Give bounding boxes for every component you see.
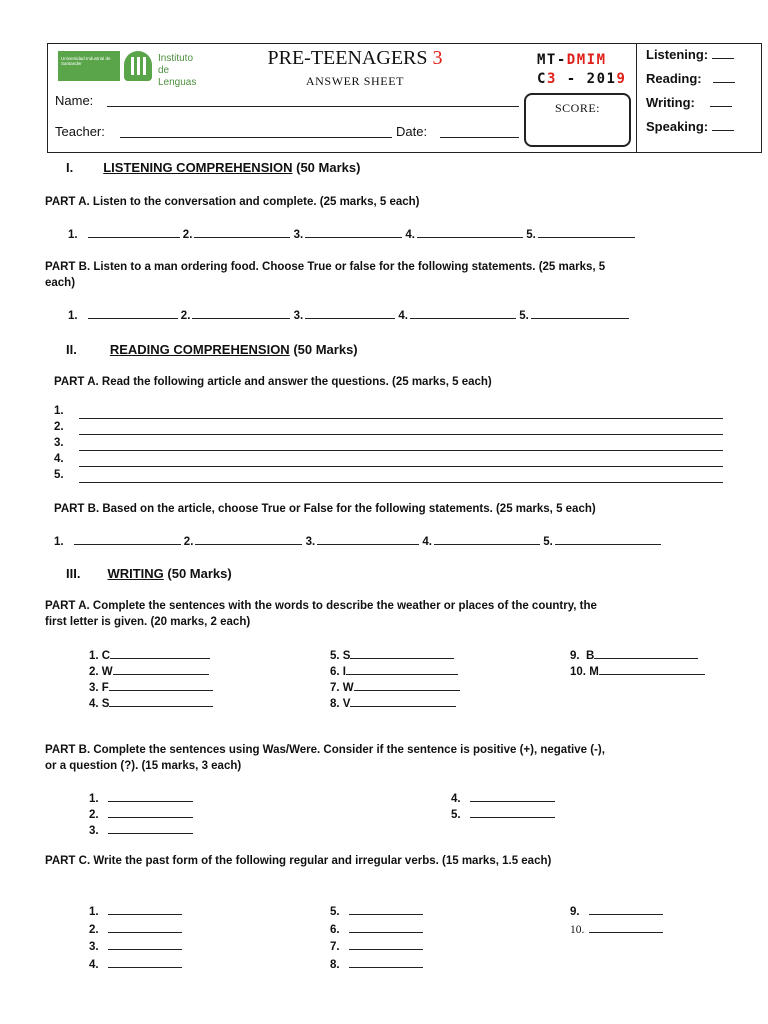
reading-answer-line[interactable] xyxy=(79,434,723,435)
writing-part-c-col2[interactable]: 5. 6. 7. 8. xyxy=(330,904,423,974)
reading-answer-number: 3. xyxy=(54,437,64,449)
reading-answer-line[interactable] xyxy=(79,466,723,467)
teacher-field[interactable] xyxy=(120,137,392,138)
writing-part-b-col1[interactable]: 1. 2. 3. xyxy=(89,791,193,839)
reading-part-a-instructions: PART A. Read the following article and answer the questions. (25 marks, 5 each) xyxy=(54,376,492,388)
exam-code: MT-DMIM xyxy=(537,52,607,68)
listening-part-a-answers[interactable]: 1. 2. 3. 4. 5. xyxy=(68,227,635,241)
listening-part-a-instructions: PART A. Listen to the conversation and complete. (25 marks, 5 each) xyxy=(45,196,420,208)
score-label: SCORE: xyxy=(554,101,600,115)
reading-part-b-instructions: PART B. Based on the article, choose True or False for the following statements. (25 marks, 5 each) xyxy=(54,503,596,515)
writing-part-a-col3[interactable]: 9. B 10. M xyxy=(570,648,705,680)
listening-score-label: Listening: xyxy=(646,47,734,62)
reading-answer-line[interactable] xyxy=(79,450,723,451)
writing-part-a-col2[interactable]: 5. S 6. I 7. W 8. V xyxy=(330,648,460,712)
section-reading-heading: II. READING COMPREHENSION (50 Marks) xyxy=(66,342,358,357)
reading-score-label: Reading: xyxy=(646,71,735,86)
name-field[interactable] xyxy=(107,106,519,107)
writing-part-b-instructions: PART B. Complete the sentences using Was/Were. Consider if the sentence is positive (+), negative (-), or a question (?). (15 marks, 3 each) xyxy=(45,744,605,772)
listening-part-b-answers[interactable]: 1. 2. 3. 4. 5. xyxy=(68,308,629,322)
name-label: Name: xyxy=(55,93,94,108)
institution-logo: Universidad Industrial de Santander Instituto de Lenguas xyxy=(58,51,204,81)
writing-part-b-col2[interactable]: 4. 5. xyxy=(451,791,555,823)
reading-answer-number: 5. xyxy=(54,469,64,481)
date-label: Date: xyxy=(396,124,428,139)
date-field[interactable] xyxy=(440,137,519,138)
writing-score-label: Writing: xyxy=(646,95,732,110)
listening-part-b-instructions: PART B. Listen to a man ordering food. Choose True or false for the following statements. (25 marks, 5 each) xyxy=(45,261,606,289)
section-listening-heading: I. LISTENING COMPREHENSION (50 Marks) xyxy=(66,160,361,175)
speaking-score-label: Speaking: xyxy=(646,119,734,134)
teacher-label: Teacher: xyxy=(55,124,105,139)
writing-part-a-instructions: PART A. Complete the sentences with the words to describe the weather or places of the country, the first letter is given. (20 marks, 2 each) xyxy=(45,600,597,628)
writing-part-c-col3[interactable]: 9. 10. xyxy=(570,904,663,939)
reading-answer-number: 1. xyxy=(54,405,64,417)
reading-answer-number: 2. xyxy=(54,421,64,433)
reading-answer-line[interactable] xyxy=(79,482,723,483)
reading-answer-line[interactable] xyxy=(79,418,723,419)
exam-cycle: C3 - 2019 xyxy=(537,71,627,87)
reading-part-b-answers[interactable]: 1. 2. 3. 4. 5. xyxy=(54,534,661,548)
reading-answer-number: 4. xyxy=(54,453,64,465)
section-writing-heading: III. WRITING (50 Marks) xyxy=(66,566,232,581)
writing-part-a-col1[interactable]: 1. C 2. W 3. F 4. S xyxy=(89,648,213,712)
writing-part-c-instructions: PART C. Write the past form of the following regular and irregular verbs. (15 marks, 1.5 each) xyxy=(45,855,552,867)
page-subtitle: ANSWER SHEET xyxy=(305,74,405,88)
page-title: PRE-TEENAGERS 3 xyxy=(267,47,443,69)
writing-part-c-col1[interactable]: 1. 2. 3. 4. xyxy=(89,904,182,974)
